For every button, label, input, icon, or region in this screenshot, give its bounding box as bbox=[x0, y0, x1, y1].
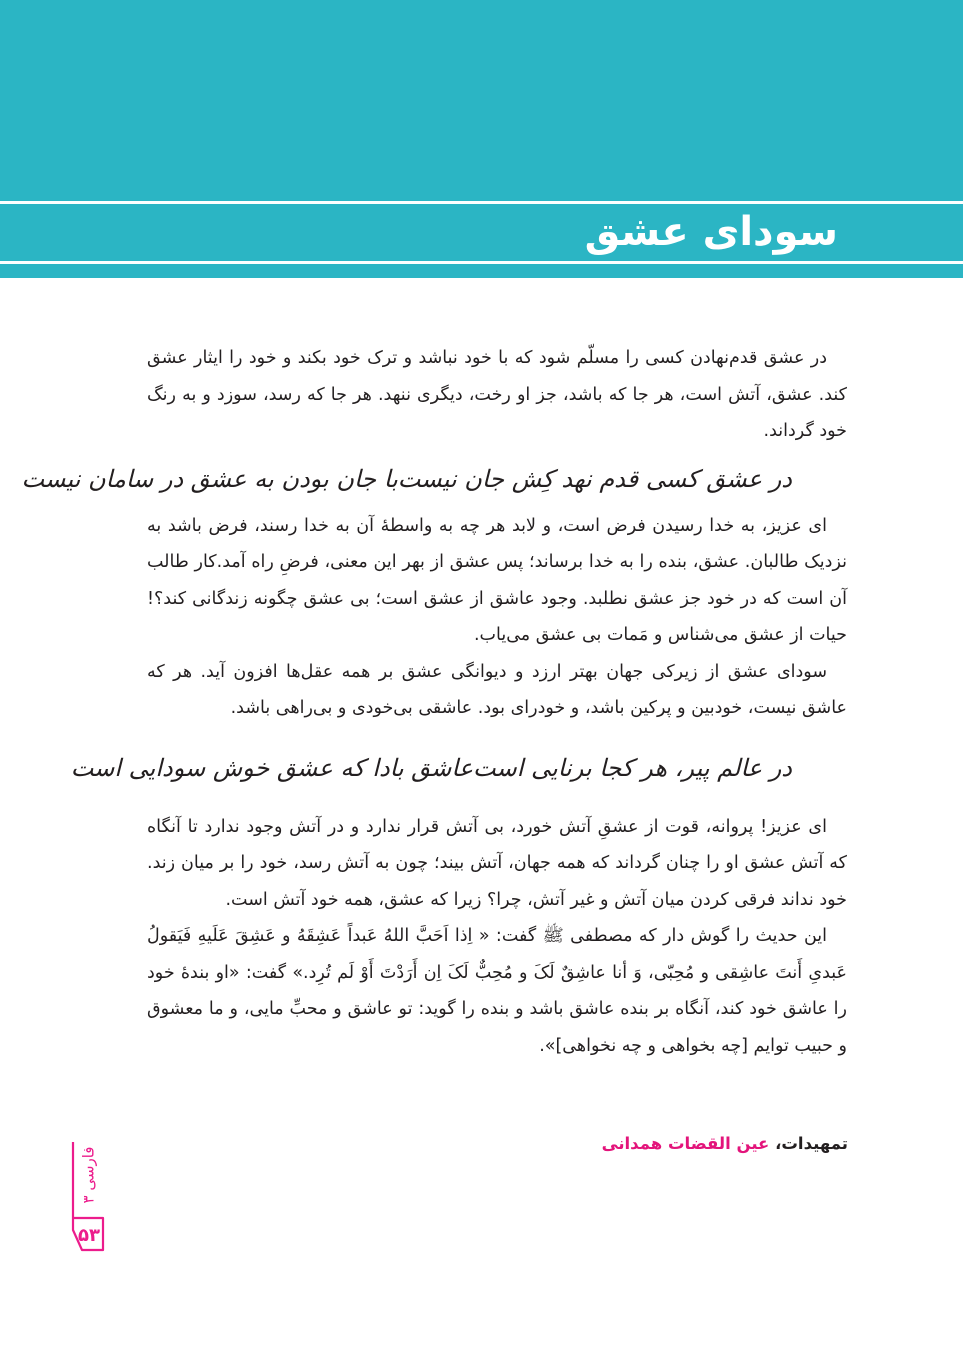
page-number: ۵۳ bbox=[78, 1225, 100, 1246]
page-title: سودای عشق bbox=[584, 209, 838, 255]
source-author: عین القضات همدانی bbox=[601, 1134, 770, 1153]
verse-2-right-hemistich: در عالم پیر، هر کجا برنایی است bbox=[473, 753, 792, 782]
book-label-text: فارسی ۳ bbox=[79, 1146, 98, 1204]
verse-1 bbox=[21, 450, 847, 508]
source-book: تمهیدات، bbox=[775, 1134, 848, 1153]
paragraph-3: سودای عشق از زیرکی جهان بهتر ارزد و دیوانگی عشق بر همه عقل‌ها افزون آید. هر که عاشق نیست، خودبین و پرکین باشد، و خودرای بود. عاشقی بی‌خودی و بی‌راهی باشد. bbox=[147, 661, 847, 718]
paragraph-5: این حدیث را گوش دار که مصطفی ﷺ گفت: « اِذا اَحَبَّ اللهُ عَبداً عَشِقَهُ و عَشِقَ عَلَیهِ فَیَقولُ عَبدیِ أَنتَ عاشِقی و مُحِبّی، وَ أنا عاشِقٌ لَکَ و مُحِبٌّ لَکَ اِن أَرَدْتَ أَوْ لَم تُرِد.» گفت: «او بندهٔ خود را عاشق خود کند، آنگاه بر بنده عاشق باشد و بنده را گوید: تو عاشق و محبِّ مایی، و ما معشوق و حبیب توایم [چه بخواهی و چه نخواهی]». bbox=[147, 926, 847, 1056]
verse-1-right-hemistich: در عشق کسی قدم نهد کِش جان نیست bbox=[397, 464, 792, 493]
paragraph-1: در عشق قدم‌نهادن کسی را مسلّم شود که با خود نباشد و ترک خود بکند و خود را ایثار عشق کند. عشق، آتش است، هر جا که باشد، جز او رخت، دیگری ننهد. هر جا که رسد، سوزد و به رنگ خود گرداند. bbox=[147, 348, 847, 441]
verse-2-left-hemistich: عاشق بادا که عشق خوش سودایی است bbox=[70, 753, 474, 782]
source-citation bbox=[602, 1134, 848, 1153]
book-label bbox=[76, 1140, 100, 1210]
lesson-body bbox=[21, 340, 847, 1064]
header-divider-top bbox=[0, 201, 963, 204]
header-divider-bottom bbox=[0, 261, 963, 264]
verse-2 bbox=[70, 727, 847, 809]
verse-1-left-hemistich: با جان بودن به عشق در سامان نیست bbox=[21, 464, 398, 493]
paragraph-2: ای عزیز، به خدا رسیدن فرض است، و لابد هر چه به واسطهٔ آن به خدا رسند، فرض باشد به نزدیک طالبان. عشق، بنده را به خدا برساند؛ پس عشق از بهر این معنی، فرضِ راه آمد.کار طالب آن است که در خود جز عشق نطلبد. وجود عاشق از عشق است؛ بی عشق چگونه زندگانی کند؟! حیات از عشق می‌شناس و مَمات بی عشق می‌یاب. bbox=[147, 515, 847, 645]
paragraph-4: ای عزیز! پروانه، قوت از عشقِ آتش خورد، بی آتش قرار ندارد و در آتش وجود ندارد تا آنگاه که آتش عشق او را چنان گرداند که همه جهان، آتش بیند؛ چون به آتش رسد، خود را بر میان زند. خود نداند فرقی کردن میان آتش و غیر آتش، چرا؟ زیرا که عشق، همه خود آتش است. bbox=[147, 816, 847, 910]
